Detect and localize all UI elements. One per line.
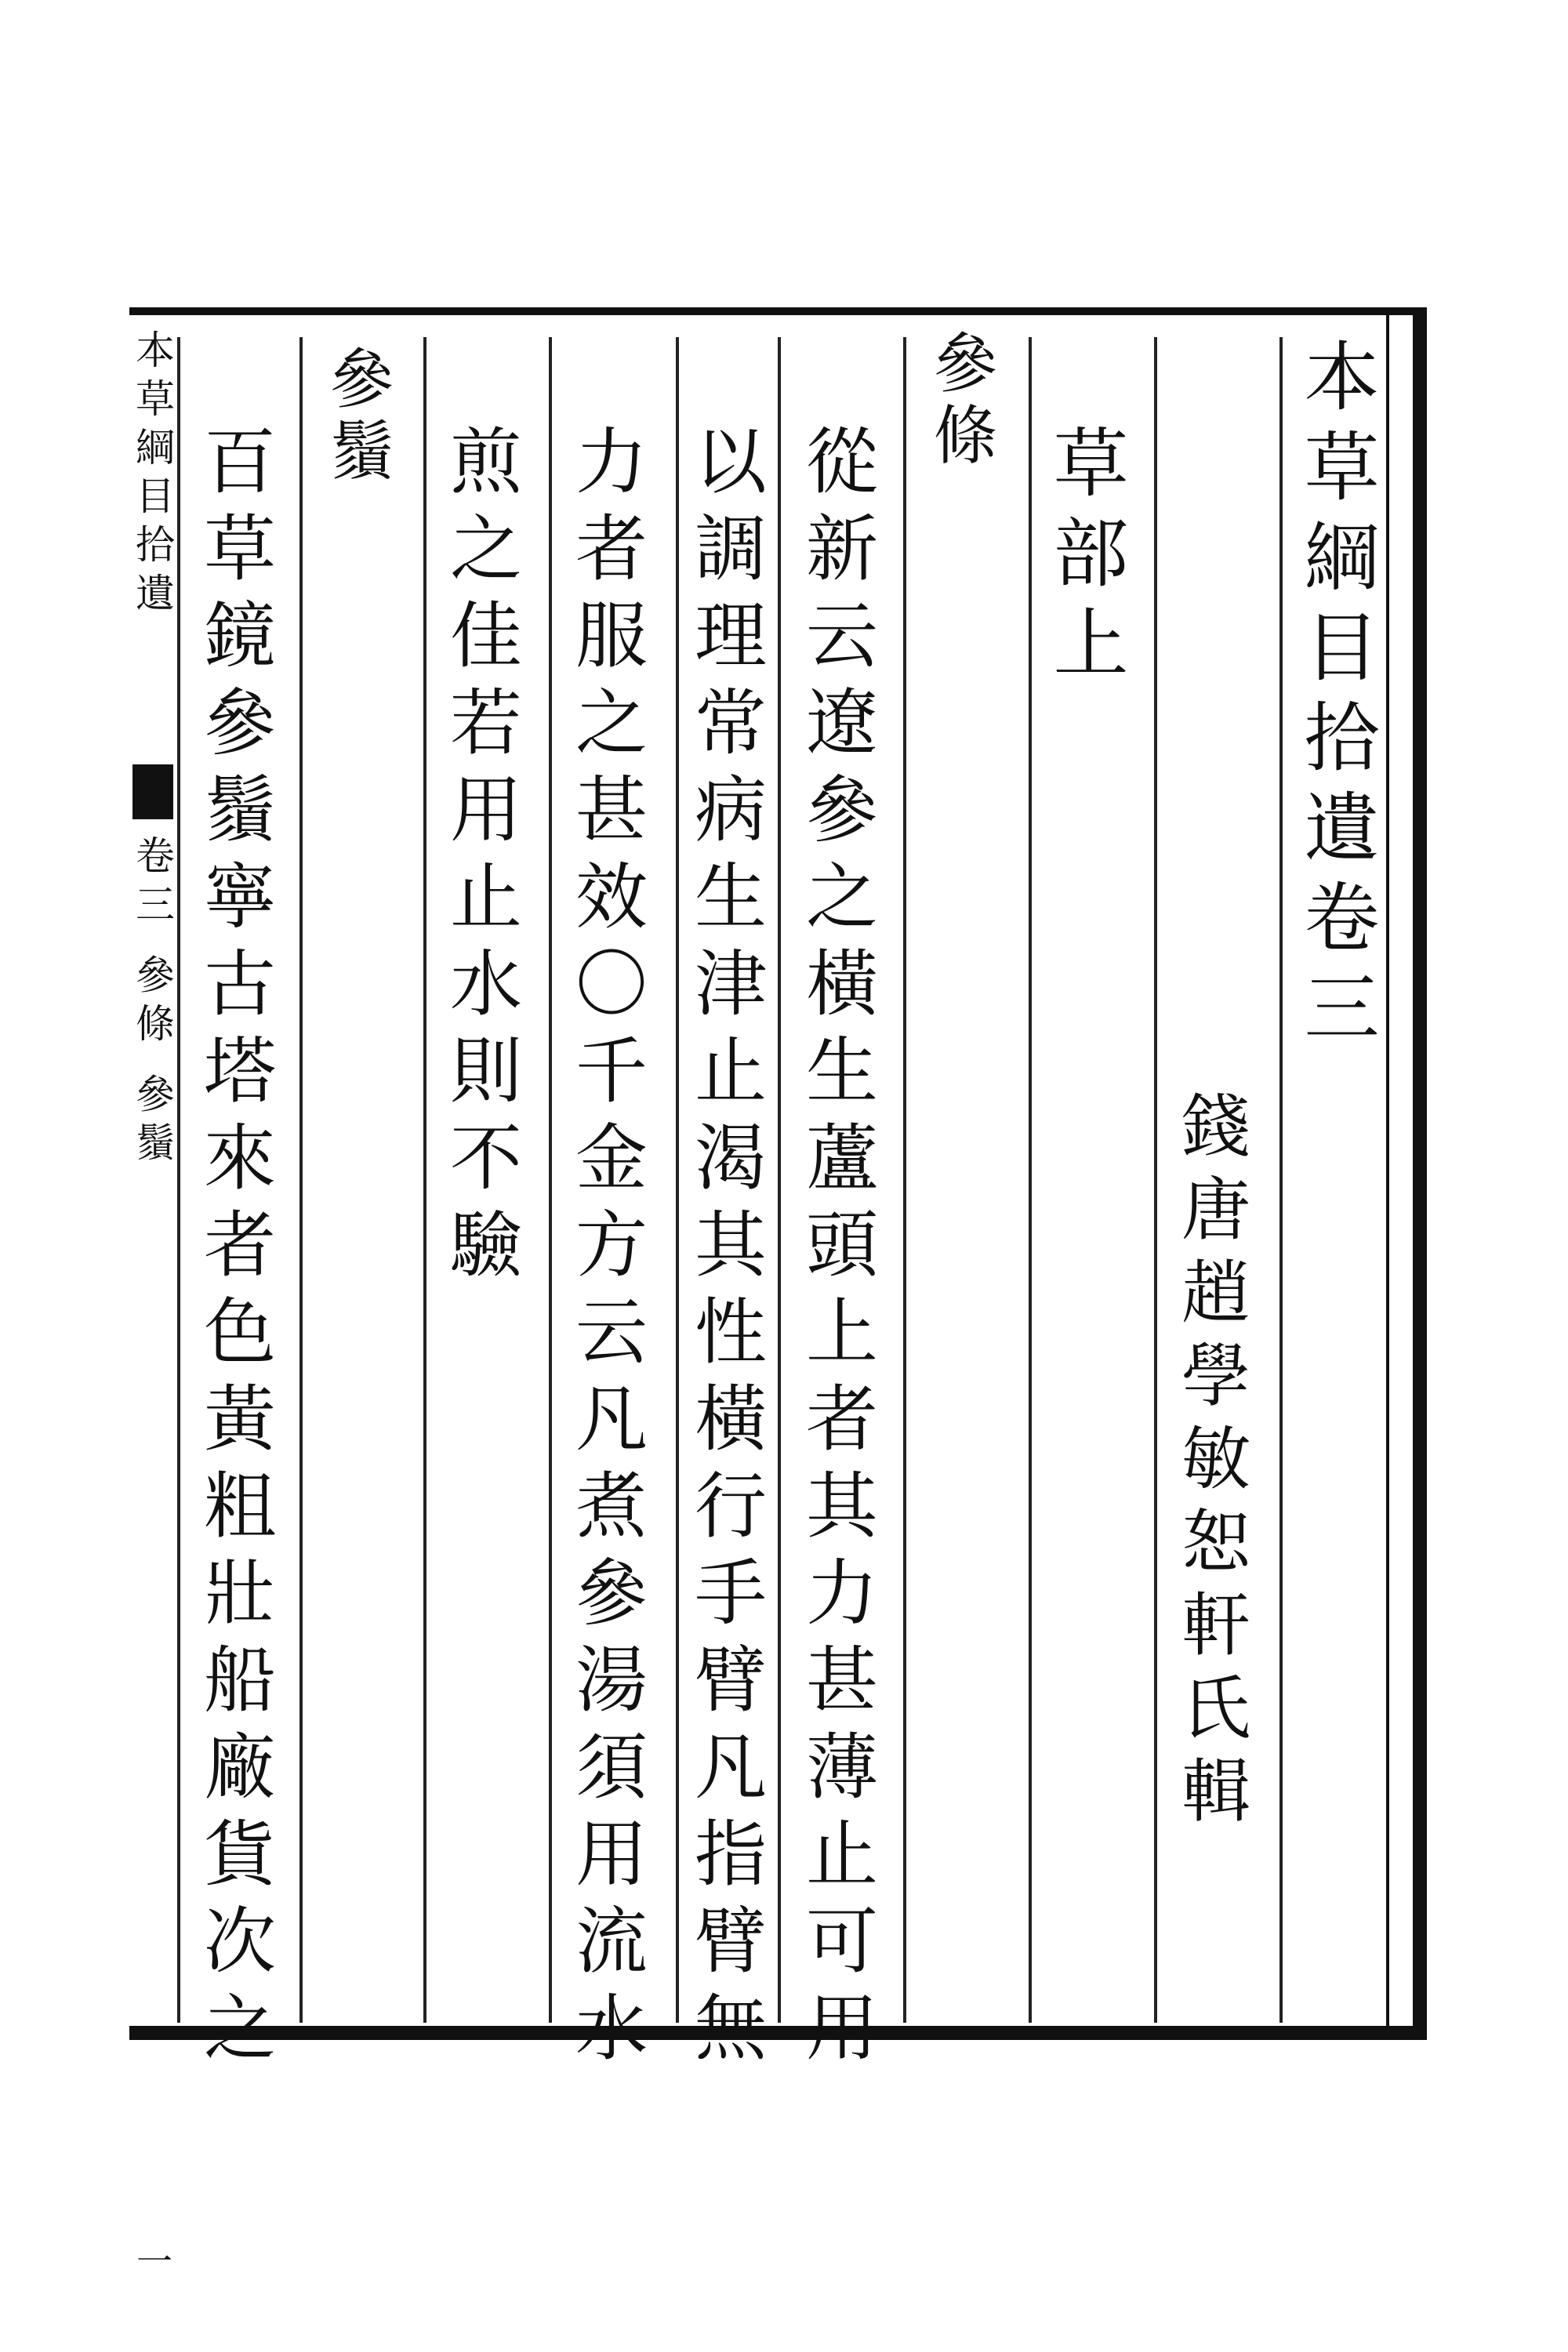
column-rule bbox=[177, 337, 180, 2023]
fold-fishtail-block bbox=[132, 764, 173, 819]
entry-heading: 參鬚 bbox=[319, 345, 394, 489]
section-heading: 草部上 bbox=[1041, 423, 1129, 694]
column-rule bbox=[778, 337, 781, 2023]
book-title: 本草綱目拾遺卷三 bbox=[1292, 337, 1380, 1058]
column-rule bbox=[1154, 337, 1157, 2023]
compiler-credit: 錢唐趙學敏恕軒氏輯 bbox=[1171, 1090, 1251, 1838]
entry-heading: 參條 bbox=[923, 329, 997, 474]
entry-text-line: 力者服之甚效〇千金方云凡煮參湯須用流水 bbox=[564, 423, 648, 2077]
fold-chapter: 卷三 參條 參鬚 bbox=[129, 835, 175, 1171]
column-rule bbox=[903, 337, 906, 2023]
column-rule bbox=[299, 337, 303, 2023]
frame-inner-rule bbox=[1386, 315, 1389, 2026]
fold-folio: 一 bbox=[131, 2242, 173, 2288]
entry-text-line: 百草鏡參鬚寧古塔來者色黃粗壯船廠貨次之 bbox=[192, 423, 276, 2077]
column-rule bbox=[1279, 337, 1283, 2023]
fold-strip bbox=[129, 314, 175, 2288]
entry-text-line: 以調理常病生津止渴其性橫行手臂凡指臂無 bbox=[683, 423, 767, 2077]
column-rule bbox=[549, 337, 552, 2023]
entry-text-line: 煎之佳若用止水則不驗 bbox=[438, 423, 522, 1294]
fold-title: 本草綱目拾遺 bbox=[129, 329, 175, 621]
column-rule bbox=[676, 337, 679, 2023]
column-rule bbox=[423, 337, 426, 2023]
entry-text-line: 從新云遼參之橫生蘆頭上者其力甚薄止可用 bbox=[794, 423, 878, 2077]
column-rule bbox=[1029, 337, 1032, 2023]
